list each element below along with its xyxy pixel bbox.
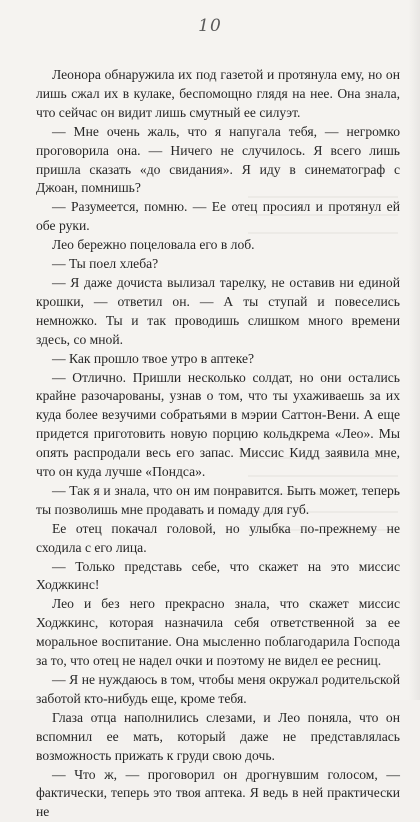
- paragraph: — Только представь себе, что скажет на это миссис Ходжкинс!: [36, 558, 400, 593]
- paragraph: — Я не нуждаюсь в том, чтобы меня окружал родительской заботой кто-нибудь еще, кроме тебя.: [36, 672, 400, 706]
- paragraph: — Так я и знала, что он им понравится. Быть может, теперь ты позволишь мне продавать и помаду для губ.: [36, 482, 400, 517]
- paragraph: — Что ж, — проговорил он дрогнувшим голосом, — фактически, теперь это твоя аптека. Я ведь в ней практически не: [36, 766, 400, 820]
- paragraph: — Разумеется, помню. — Ее отец просиял и протянул ей обе руки.: [36, 199, 400, 234]
- page-number: 10: [198, 16, 222, 36]
- paragraph: — Ты поел хлеба?: [52, 256, 159, 272]
- paragraph: — Как прошло твое утро в аптеке?: [52, 350, 255, 366]
- paragraph: Леонора обнаружила их под газетой и протянула ему, но он лишь сжал их в кулаке, беспомощно глядя на нее. Она знала, что сейчас он видит лишь смутный ее силуэт.: [36, 67, 400, 120]
- paragraph: — Мне очень жаль, что я напугала тебя, — негромко проговорила она. — Ничего не случилось. Я всего лишь пришла сказать «до свидания». Я иду в синематограф с Джоан, помнишь?: [36, 123, 400, 196]
- paragraph: Глаза отца наполнились слезами, и Лео поняла, что он вспомнил ее мать, который даже не представлялась возможность прижать к груди свою дочь.: [36, 709, 400, 763]
- paragraph: — Отлично. Пришли несколько солдат, но они остались крайне разочарованы, узнав о том, что ты ухаживаешь за их куда более везучими собратьями в мэрии Саттон-Вени. А еще придется приготовить новую порцию кольдкрема «Лео». Мы опять распродали весь его запас. Миссис Кидд заявила мне, что он куда лучше «Пондса».: [36, 369, 400, 480]
- paragraph: — Я даже дочиста вылизал тарелку, не оставив ни единой крошки, — ответил он. — А ты ступай и повеселись немножко. Ты и так проводишь слишком много времени здесь, со мной.: [36, 274, 400, 347]
- paragraph: Лео и без него прекрасно знала, что скажет миссис Ходжкинс, которая назначила себя ответственной за ее моральное воспитание. Она мысленно поблагодарила Господа за то, что отец не надел очки и поэтому не видел ее ресниц.: [36, 596, 400, 669]
- paragraph: Лео бережно поцеловала его в лоб.: [52, 237, 255, 253]
- page-edge-shadow: [408, 0, 420, 700]
- paragraph: Ее отец покачал головой, но улыбка по-прежнему не сходила с его лица.: [36, 520, 400, 555]
- body-text: [36, 66, 400, 822]
